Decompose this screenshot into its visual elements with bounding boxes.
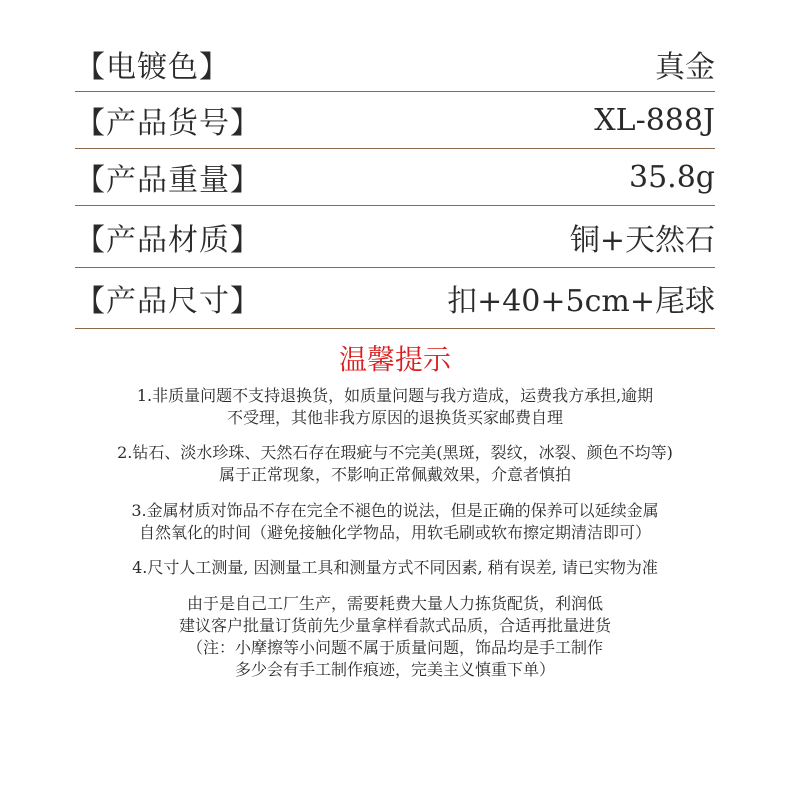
tip-line: 1.非质量问题不支持退换货，如质量问题与我方造成，运费我方承担,逾期	[136, 386, 654, 405]
spec-row-product-size	[75, 268, 715, 329]
spec-label: 【产品重量】	[75, 163, 261, 198]
tip-line: （注：小摩擦等小问题不属于质量问题，饰品均是手工制作	[186, 638, 603, 657]
spec-label: 【产品货号】	[75, 106, 261, 141]
tip-line: 3.金属材质对饰品不存在完全不褪色的说法，但是正确的保养可以延续金属	[131, 501, 659, 520]
tip-note-4	[0, 557, 790, 579]
spec-value: 真金	[655, 49, 715, 85]
spec-label: 【产品尺寸】	[75, 284, 261, 319]
spec-value: 扣+40+5cm+尾球	[447, 284, 715, 319]
spec-value: 35.8g	[628, 159, 715, 195]
spec-row-product-code	[75, 92, 715, 149]
spec-table	[75, 36, 715, 329]
spec-value: 铜+天然石	[569, 222, 715, 258]
spec-label: 【产品材质】	[75, 222, 261, 258]
spec-row-product-weight	[75, 149, 715, 206]
spec-row-product-material	[75, 206, 715, 268]
spec-row-plating-color	[75, 36, 715, 92]
tip-line: 4.尺寸人工测量, 因测量工具和测量方式不同因素, 稍有误差, 请已实物为准	[132, 558, 658, 577]
spec-label: 【电镀色】	[75, 49, 230, 85]
tip-line: 由于是自己工厂生产，需要耗费大量人力拣货配货，利润低	[186, 594, 603, 613]
tip-note-3	[0, 500, 790, 544]
tip-line: 自然氧化的时间（避免接触化学物品，用软毛刷或软布擦定期清洁即可）	[138, 523, 651, 542]
tip-note-1	[0, 385, 790, 429]
tip-line: 不受理，其他非我方原因的退换货买家邮费自理	[226, 408, 563, 427]
spec-value: XL-888J	[594, 102, 715, 138]
tip-note-2	[0, 442, 790, 486]
tip-line: 多少会有手工制作痕迹，完美主义慎重下单）	[234, 660, 555, 679]
tip-line: 属于正常现象，不影响正常佩戴效果，介意者慎拍	[218, 465, 571, 484]
tip-line: 2.钻石、淡水珍珠、天然石存在瑕疵与不完美(黑斑，裂纹，冰裂、颜色不均等)	[117, 443, 673, 462]
tips-title: 温馨提示	[338, 343, 451, 376]
tip-note-5	[0, 593, 790, 681]
tip-line: 建议客户批量订货前先少量拿样看款式品质，合适再批量进货	[178, 616, 611, 635]
